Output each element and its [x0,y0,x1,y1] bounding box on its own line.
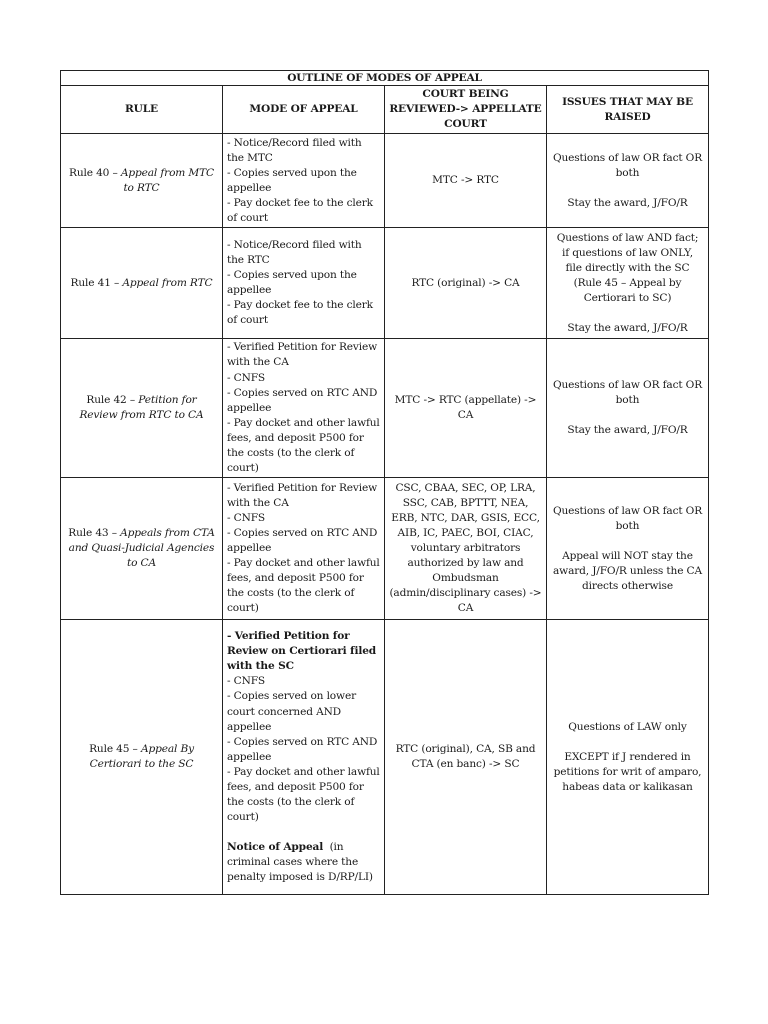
issues-item: Stay the award, J/FO/R [567,196,688,209]
issues-cell [547,620,709,895]
notice-of-appeal [227,840,380,885]
court-cell: RTC (original), CA, SB and CTA (en banc) -> SC [385,620,547,895]
header-issues: ISSUES THAT MAY BE RAISED [547,86,709,134]
mode-item: - CNFS [227,371,266,384]
issues-cell [547,339,709,478]
issues-item: Questions of law OR fact OR both [552,504,703,532]
mode-item: - Verified Petition for Review with the CA [227,341,378,369]
rule-name: Appeals from CTA and Quasi-Judicial Agencies to CA [68,527,215,570]
mode-cell [223,228,385,339]
issues-item: Questions of law OR fact OR both [552,379,703,407]
mode-item: - Copies served on RTC AND appellee [227,386,378,414]
mode-cell [223,339,385,478]
issues-cell [547,228,709,339]
rule-name: Appeal from RTC [122,276,213,289]
table-row [61,228,709,339]
rule-cell: Rule 42 – Petition for Review from RTC to CA [61,339,223,478]
mode-item: - Pay docket fee to the clerk of court [227,299,373,327]
table-title-row [61,71,709,86]
mode-item: - Pay docket fee to the clerk of court [227,196,373,224]
table-row [61,478,709,620]
notice-label: Notice of Appeal [227,840,324,853]
issues-cell [547,134,709,228]
modes-of-appeal-table [60,70,709,895]
court-cell: MTC -> RTC (appellate) -> CA [385,339,547,478]
mode-cell [223,478,385,620]
mode-cell [223,134,385,228]
mode-item: - Copies served on RTC AND appellee [227,527,378,555]
mode-item: - CNFS [227,512,266,525]
rule-name: Appeal By Certiorari to the SC [89,743,194,771]
header-rule: RULE [61,86,223,134]
mode-item: - Copies served upon the appellee [227,166,357,194]
mode-cell [223,620,385,895]
court-cell: CSC, CBAA, SEC, OP, LRA, SSC, CAB, BPTTT, NEA, ERB, NTC, DAR, GSIS, ECC, AIB, IC, PAEC, BOI, CIAC, voluntary arbitrators authorized by law and Ombudsman (admin/disciplinary cases) -> CA [385,478,547,620]
issues-line: if questions of law ONLY, [562,246,693,259]
rule-name: Petition for Review from RTC to CA [79,394,204,422]
rule-number: Rule 41 [70,276,111,289]
rule-number: Rule 45 [89,743,130,756]
header-court: COURT BEING REVIEWED-> APPELLATE COURT [385,86,547,134]
mode-item: - Verified Petition for Review with the CA [227,481,378,509]
rule-cell: Rule 40 – Appeal from MTC to RTC [61,134,223,228]
table-row [61,620,709,895]
mode-item-bold: - Verified Petition for Review on Certiorari filed with the SC [227,630,377,673]
mode-item: - Copies served on lower court concerned AND appellee [227,690,356,733]
issues-item: Stay the award, J/FO/R [567,321,688,334]
table-row [61,134,709,228]
issues-line: Questions of law AND fact; [556,231,699,244]
issues-line: file directly with the SC [565,261,690,274]
court-cell: MTC -> RTC [385,134,547,228]
mode-item: - Notice/Record filed with the MTC [227,136,362,164]
mode-item: - Notice/Record filed with the RTC [227,239,362,267]
mode-item: - Pay docket and other lawful fees, and deposit P500 for the costs (to the clerk of court) [227,765,380,823]
issues-item: EXCEPT if J rendered in petitions for writ of amparo, habeas data or kalikasan [553,750,702,793]
header-mode: MODE OF APPEAL [223,86,385,134]
court-cell: RTC (original) -> CA [385,228,547,339]
rule-cell: Rule 43 – Appeals from CTA and Quasi-Judicial Agencies to CA [61,478,223,620]
mode-item: - CNFS [227,675,266,688]
rule-name: Appeal from MTC to RTC [120,166,214,194]
rule-cell: Rule 41 – Appeal from RTC [61,228,223,339]
table-row [61,339,709,478]
rule-number: Rule 43 [68,527,109,540]
rule-cell: Rule 45 – Appeal By Certiorari to the SC [61,620,223,895]
issues-item: Appeal will NOT stay the award, J/FO/R unless the CA directs otherwise [552,549,702,592]
issues-line: (Rule 45 – Appeal by [573,276,682,289]
rule-number: Rule 40 [69,166,110,179]
notice-text: (in criminal cases where the penalty imposed is D/RP/LI) [227,840,373,883]
rule-number: Rule 42 [86,394,127,407]
table-title: OUTLINE OF MODES OF APPEAL [61,71,709,86]
issues-cell [547,478,709,620]
mode-item: - Copies served upon the appellee [227,269,357,297]
mode-item: - Copies served on RTC AND appellee [227,735,378,763]
issues-item: Questions of LAW only [568,720,687,733]
issues-item: Stay the award, J/FO/R [567,424,688,437]
mode-item: - Pay docket and other lawful fees, and deposit P500 for the costs (to the clerk of court) [227,416,380,474]
mode-item: - Pay docket and other lawful fees, and deposit P500 for the costs (to the clerk of court) [227,557,380,615]
table-header-row [61,86,709,134]
issues-line: Certiorari to SC) [583,291,672,304]
issues-item: Questions of law OR fact OR both [552,151,703,179]
